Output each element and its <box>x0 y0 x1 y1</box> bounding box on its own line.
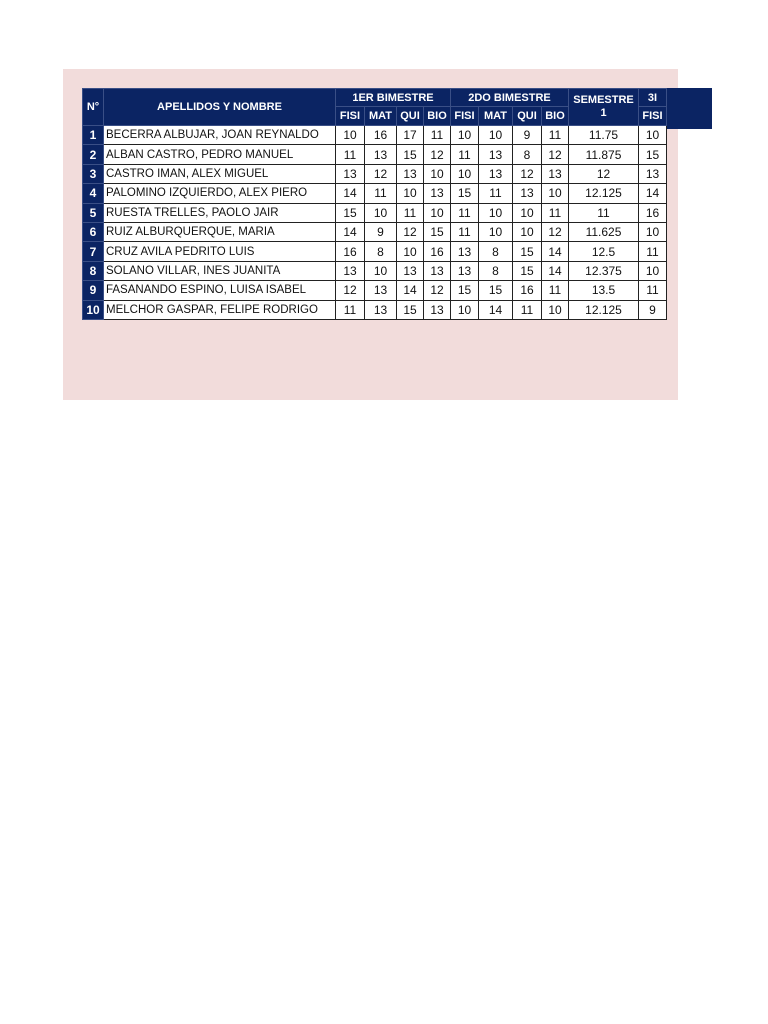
row-number: 7 <box>83 242 104 261</box>
grade-b2-qui: 16 <box>513 281 542 300</box>
grade-b1-bio: 15 <box>424 222 451 241</box>
grade-b1-qui: 13 <box>397 164 424 183</box>
grade-b2-fisi: 11 <box>451 222 479 241</box>
grade-b1-bio: 13 <box>424 300 451 319</box>
grade-b2-mat: 14 <box>479 300 513 319</box>
grade-b1-fisi: 15 <box>336 203 365 222</box>
grade-b2-fisi: 11 <box>451 203 479 222</box>
grades-table-body <box>83 126 667 320</box>
grade-b2-qui: 10 <box>513 222 542 241</box>
grade-b1-mat: 10 <box>365 203 397 222</box>
grades-table <box>82 88 667 320</box>
grade-b2-mat: 13 <box>479 145 513 164</box>
grade-b2-mat: 8 <box>479 261 513 280</box>
student-name: BECERRA ALBUJAR, JOAN REYNALDO <box>104 126 336 145</box>
grade-b2-qui: 15 <box>513 261 542 280</box>
grade-b2-bio: 11 <box>542 203 569 222</box>
grade-b3-fisi: 10 <box>639 126 667 145</box>
subject-fisi-b2: FISI <box>451 107 479 126</box>
grade-b2-qui: 12 <box>513 164 542 183</box>
semester-average: 12.5 <box>569 242 639 261</box>
semester-average: 13.5 <box>569 281 639 300</box>
grade-b2-fisi: 10 <box>451 300 479 319</box>
row-number: 2 <box>83 145 104 164</box>
header-bimestre-1: 1ER BIMESTRE <box>336 89 451 107</box>
grade-b1-fisi: 16 <box>336 242 365 261</box>
grade-b2-bio: 14 <box>542 261 569 280</box>
grade-b1-fisi: 11 <box>336 145 365 164</box>
subject-mat-b1: MAT <box>365 107 397 126</box>
grade-b1-bio: 13 <box>424 261 451 280</box>
student-name: MELCHOR GASPAR, FELIPE RODRIGO <box>104 300 336 319</box>
table-row <box>83 300 667 319</box>
table-row <box>83 184 667 203</box>
grade-b3-fisi: 9 <box>639 300 667 319</box>
student-name: CRUZ AVILA PEDRITO LUIS <box>104 242 336 261</box>
grade-b2-mat: 13 <box>479 164 513 183</box>
grade-b1-mat: 13 <box>365 300 397 319</box>
grade-b3-fisi: 15 <box>639 145 667 164</box>
grade-b1-qui: 11 <box>397 203 424 222</box>
grade-b1-qui: 17 <box>397 126 424 145</box>
grade-b2-fisi: 11 <box>451 145 479 164</box>
student-name: ALBAN CASTRO, PEDRO MANUEL <box>104 145 336 164</box>
grade-b1-qui: 15 <box>397 300 424 319</box>
grade-b2-qui: 13 <box>513 184 542 203</box>
grade-b2-qui: 9 <box>513 126 542 145</box>
grade-b2-bio: 14 <box>542 242 569 261</box>
row-number: 6 <box>83 222 104 241</box>
grade-b1-mat: 10 <box>365 261 397 280</box>
row-number: 10 <box>83 300 104 319</box>
subject-mat-b2: MAT <box>479 107 513 126</box>
grade-b1-bio: 16 <box>424 242 451 261</box>
grade-b1-mat: 9 <box>365 222 397 241</box>
grade-b1-bio: 11 <box>424 126 451 145</box>
row-number: 4 <box>83 184 104 203</box>
semester-average: 12 <box>569 164 639 183</box>
subject-fisi-b1: FISI <box>336 107 365 126</box>
grade-b2-bio: 10 <box>542 300 569 319</box>
student-name: FASANANDO ESPINO, LUISA ISABEL <box>104 281 336 300</box>
header-bimestre-2: 2DO BIMESTRE <box>451 89 569 107</box>
student-name: RUESTA TRELLES, PAOLO JAIR <box>104 203 336 222</box>
grade-b2-qui: 8 <box>513 145 542 164</box>
grade-b1-bio: 10 <box>424 203 451 222</box>
header-semestre: SEMESTRE 1 <box>569 89 639 126</box>
semester-average: 11.875 <box>569 145 639 164</box>
semester-average: 11.75 <box>569 126 639 145</box>
grade-b3-fisi: 14 <box>639 184 667 203</box>
semester-average: 12.375 <box>569 261 639 280</box>
header-bimestre-3: 3I <box>639 89 667 107</box>
table-row <box>83 164 667 183</box>
table-row <box>83 261 667 280</box>
row-number: 1 <box>83 126 104 145</box>
grade-b1-mat: 12 <box>365 164 397 183</box>
grade-b2-bio: 10 <box>542 184 569 203</box>
grade-b1-qui: 13 <box>397 261 424 280</box>
student-name: CASTRO IMAN, ALEX MIGUEL <box>104 164 336 183</box>
grade-b2-fisi: 15 <box>451 184 479 203</box>
grade-b1-qui: 15 <box>397 145 424 164</box>
table-row <box>83 126 667 145</box>
table-row <box>83 222 667 241</box>
grade-b3-fisi: 10 <box>639 222 667 241</box>
row-number: 5 <box>83 203 104 222</box>
grade-b1-bio: 12 <box>424 281 451 300</box>
grade-b1-mat: 11 <box>365 184 397 203</box>
grade-b1-fisi: 12 <box>336 281 365 300</box>
grade-b1-bio: 10 <box>424 164 451 183</box>
grade-b2-fisi: 13 <box>451 261 479 280</box>
grade-b1-mat: 16 <box>365 126 397 145</box>
grade-b2-bio: 12 <box>542 145 569 164</box>
grade-b3-fisi: 11 <box>639 242 667 261</box>
grade-b2-bio: 11 <box>542 281 569 300</box>
grade-b2-qui: 11 <box>513 300 542 319</box>
subject-qui-b2: QUI <box>513 107 542 126</box>
grade-b1-bio: 12 <box>424 145 451 164</box>
header-number: N° <box>83 89 104 126</box>
semester-average: 11 <box>569 203 639 222</box>
student-name: SOLANO VILLAR, INES JUANITA <box>104 261 336 280</box>
grade-b2-mat: 11 <box>479 184 513 203</box>
grade-b2-fisi: 10 <box>451 126 479 145</box>
semester-average: 12.125 <box>569 184 639 203</box>
grade-b3-fisi: 11 <box>639 281 667 300</box>
grade-b3-fisi: 13 <box>639 164 667 183</box>
grade-b1-mat: 13 <box>365 145 397 164</box>
subject-bio-b2: BIO <box>542 107 569 126</box>
student-name: RUIZ ALBURQUERQUE, MARIA <box>104 222 336 241</box>
semester-average: 11.625 <box>569 222 639 241</box>
table-row <box>83 203 667 222</box>
row-number: 3 <box>83 164 104 183</box>
table-row <box>83 242 667 261</box>
grade-b2-bio: 12 <box>542 222 569 241</box>
subject-bio-b1: BIO <box>424 107 451 126</box>
grade-b1-fisi: 13 <box>336 164 365 183</box>
grade-b3-fisi: 16 <box>639 203 667 222</box>
grade-b2-fisi: 10 <box>451 164 479 183</box>
grade-b1-qui: 14 <box>397 281 424 300</box>
grade-b2-mat: 10 <box>479 126 513 145</box>
row-number: 9 <box>83 281 104 300</box>
semester-average: 12.125 <box>569 300 639 319</box>
grade-b2-mat: 10 <box>479 203 513 222</box>
grade-b2-mat: 8 <box>479 242 513 261</box>
grade-b1-qui: 10 <box>397 184 424 203</box>
grade-b1-fisi: 14 <box>336 222 365 241</box>
subject-qui-b1: QUI <box>397 107 424 126</box>
grade-b1-qui: 12 <box>397 222 424 241</box>
grade-b1-mat: 13 <box>365 281 397 300</box>
grade-b2-fisi: 13 <box>451 242 479 261</box>
header-name: APELLIDOS Y NOMBRE <box>104 89 336 126</box>
grade-b1-mat: 8 <box>365 242 397 261</box>
grade-b1-fisi: 13 <box>336 261 365 280</box>
grade-b2-bio: 13 <box>542 164 569 183</box>
grade-b1-qui: 10 <box>397 242 424 261</box>
grade-b2-mat: 10 <box>479 222 513 241</box>
table-row <box>83 281 667 300</box>
grade-b2-qui: 10 <box>513 203 542 222</box>
grade-b1-fisi: 11 <box>336 300 365 319</box>
table-row <box>83 145 667 164</box>
row-number: 8 <box>83 261 104 280</box>
grade-b1-bio: 13 <box>424 184 451 203</box>
grade-b3-fisi: 10 <box>639 261 667 280</box>
grade-b2-bio: 11 <box>542 126 569 145</box>
student-name: PALOMINO IZQUIERDO, ALEX PIERO <box>104 184 336 203</box>
grade-b1-fisi: 14 <box>336 184 365 203</box>
grade-b1-fisi: 10 <box>336 126 365 145</box>
grade-b2-mat: 15 <box>479 281 513 300</box>
grade-b2-qui: 15 <box>513 242 542 261</box>
subject-fisi-b3: FISI <box>639 107 667 126</box>
grade-b2-fisi: 15 <box>451 281 479 300</box>
grades-table-wrapper <box>82 88 667 320</box>
